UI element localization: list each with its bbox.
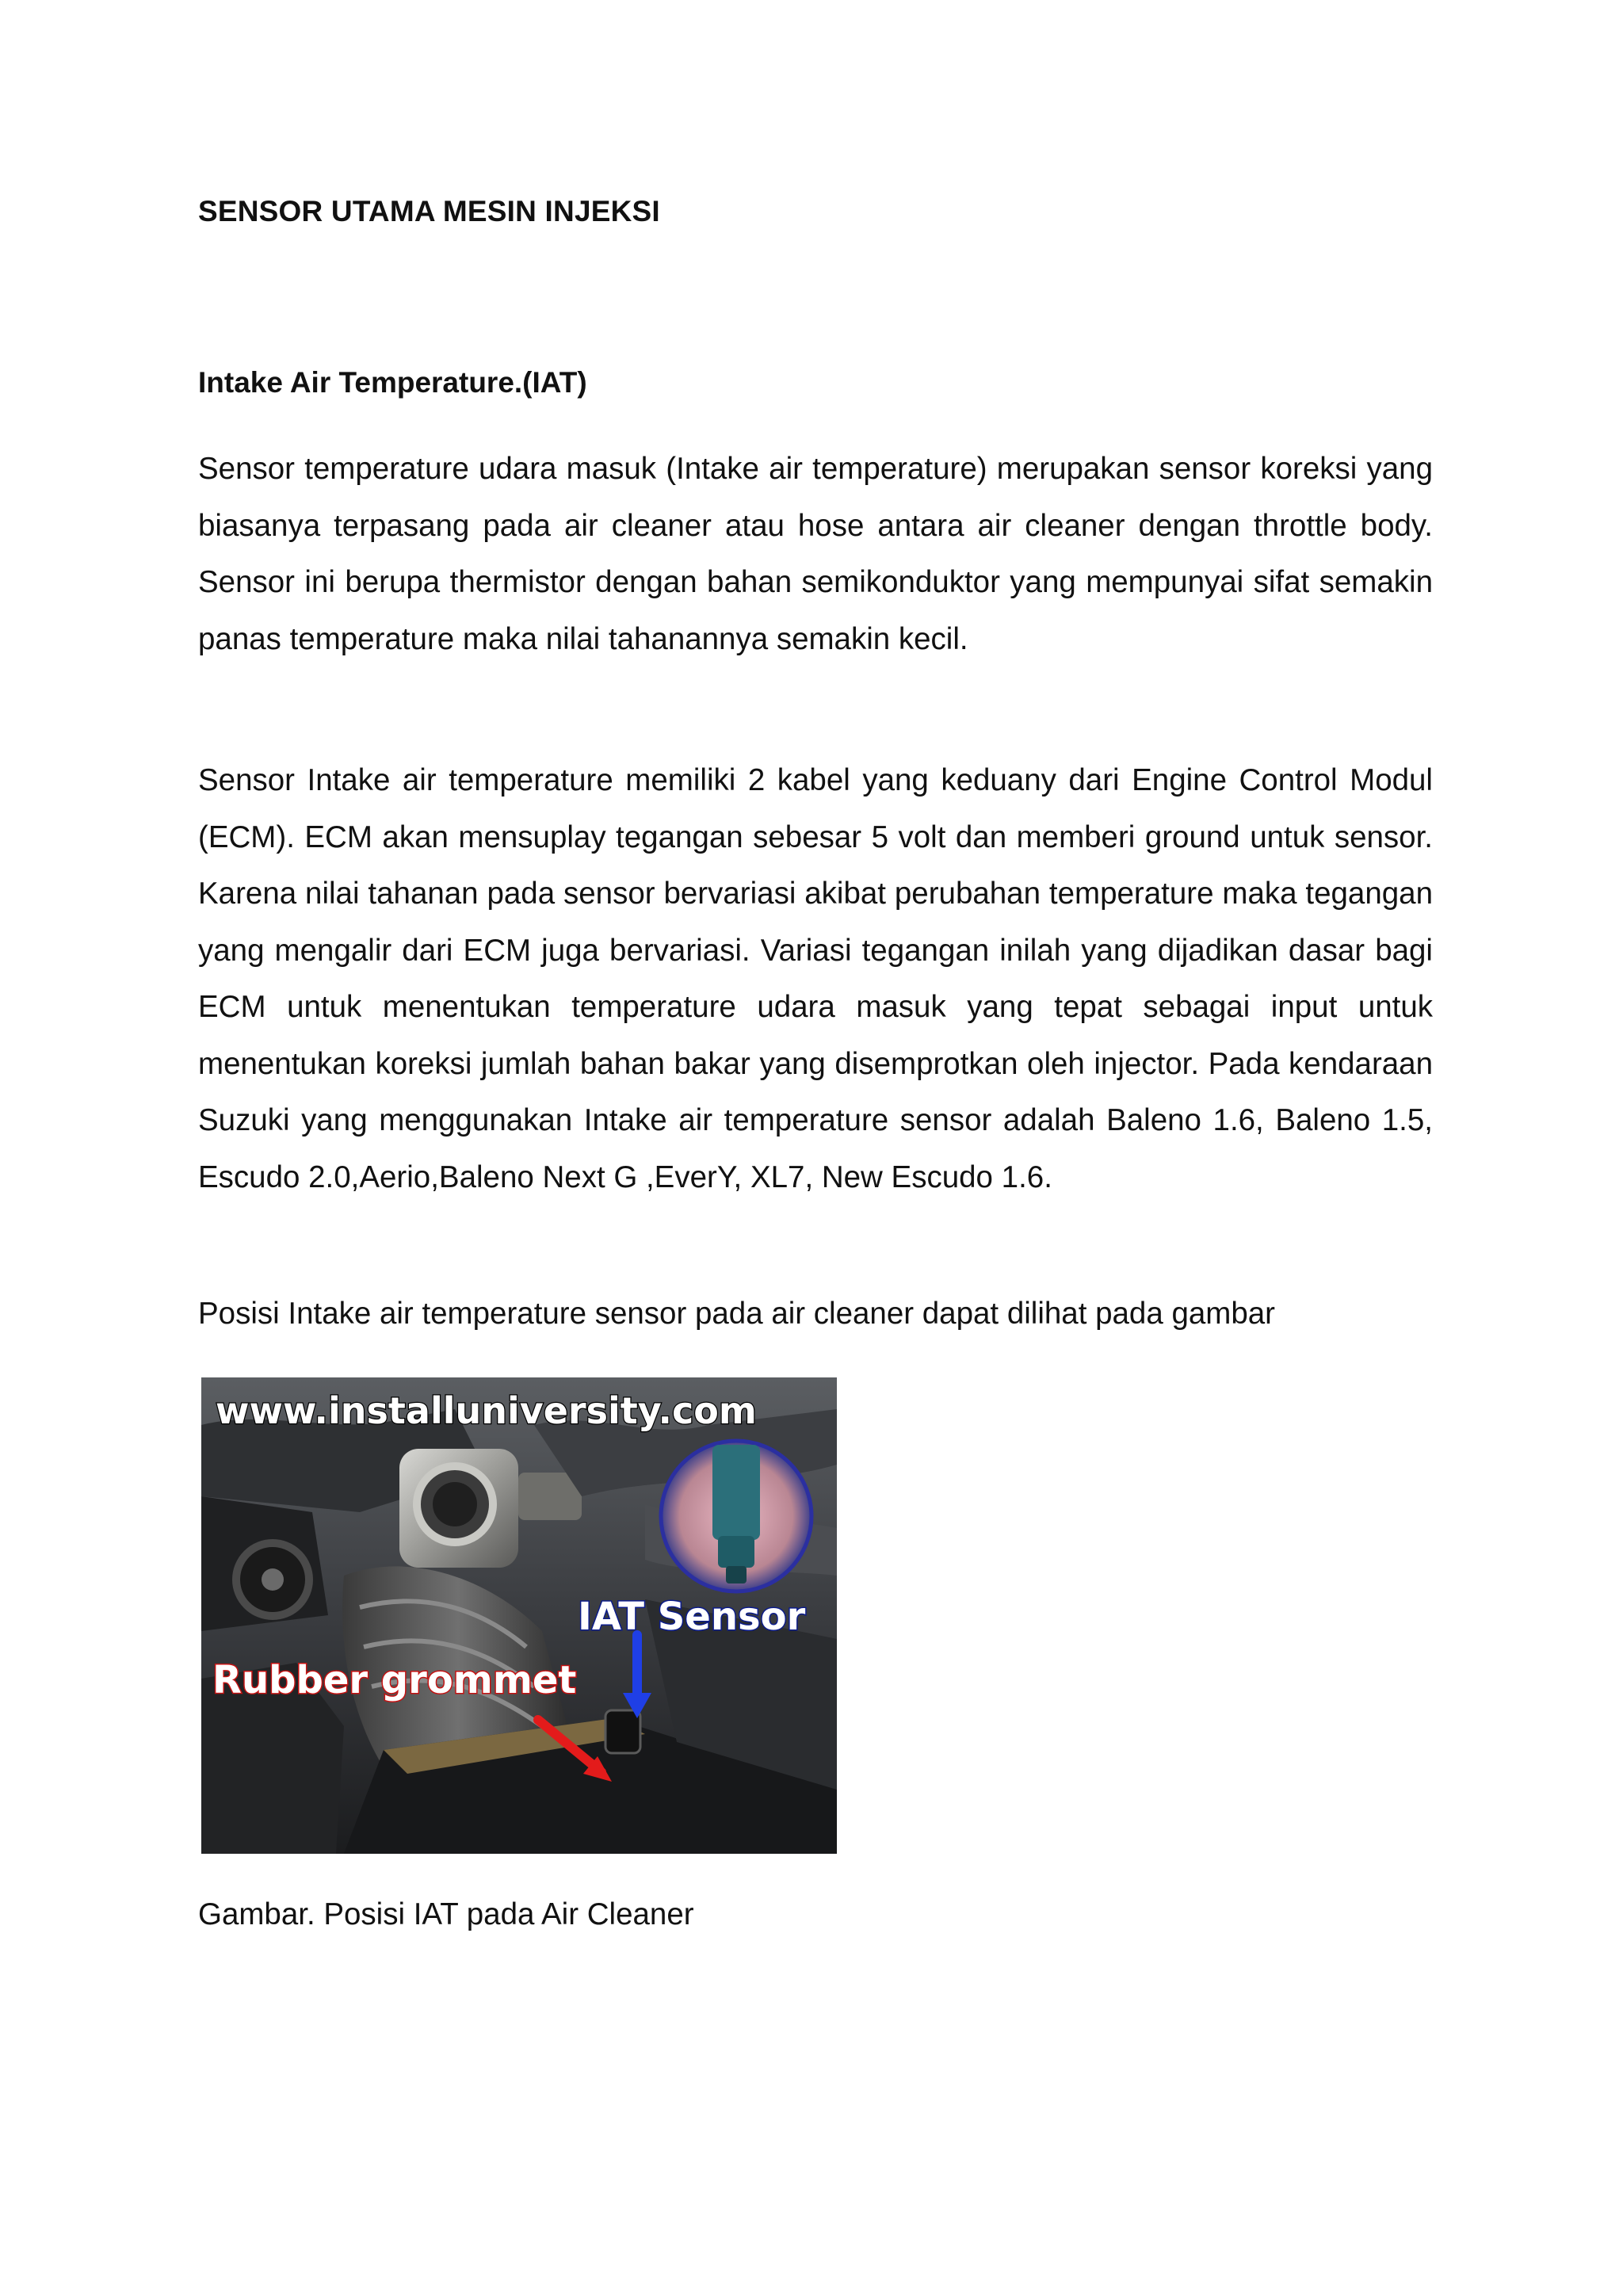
engine-photo <box>201 1377 837 1854</box>
paragraph-3: Posisi Intake air temperature sensor pada air cleaner dapat dilihat pada gambar <box>198 1297 1275 1331</box>
paragraph-2: Sensor Intake air temperature memiliki 2 kabel yang keduany dari Engine Control Modul (ECM). ECM akan mensuplay tegangan sebesar 5 volt dan memberi ground untuk sensor. Karena nilai tahanan pada sensor bervariasi akibat perubahan temperature maka tegangan yang mengalir dari ECM juga bervariasi. Variasi tegangan inilah yang dijadikan dasar bagi ECM untuk menentukan temperature udara masuk yang tepat sebagai input untuk menentukan koreksi jumlah bahan bakar yang disemprotkan oleh injector. Pada kendaraan Suzuki yang menggunakan Intake air temperature sensor adalah Baleno 1.6, Baleno 1.5, Escudo 2.0,Aerio,Baleno Next G ,EverY, XL7, New Escudo 1.6. <box>198 763 1433 1194</box>
section-heading: Intake Air Temperature.(IAT) <box>198 366 587 399</box>
rubber-grommet-label: Rubber grommet <box>212 1658 577 1702</box>
photo-watermark: www.installuniversity.com <box>216 1389 757 1432</box>
paragraph-1: Sensor temperature udara masuk (Intake air temperature) merupakan sensor koreksi yang biasanya terpasang pada air cleaner atau hose antara air cleaner dengan throttle body. Sensor ini berupa thermistor dengan bahan semikonduktor yang mempunyai sifat semakin panas temperature maka nilai tahanannya semakin kecil. <box>198 452 1433 656</box>
iat-sensor-label: IAT Sensor <box>578 1595 806 1639</box>
figure-caption: Gambar. Posisi IAT pada Air Cleaner <box>198 1897 694 1931</box>
document-title: SENSOR UTAMA MESIN INJEKSI <box>198 195 660 227</box>
